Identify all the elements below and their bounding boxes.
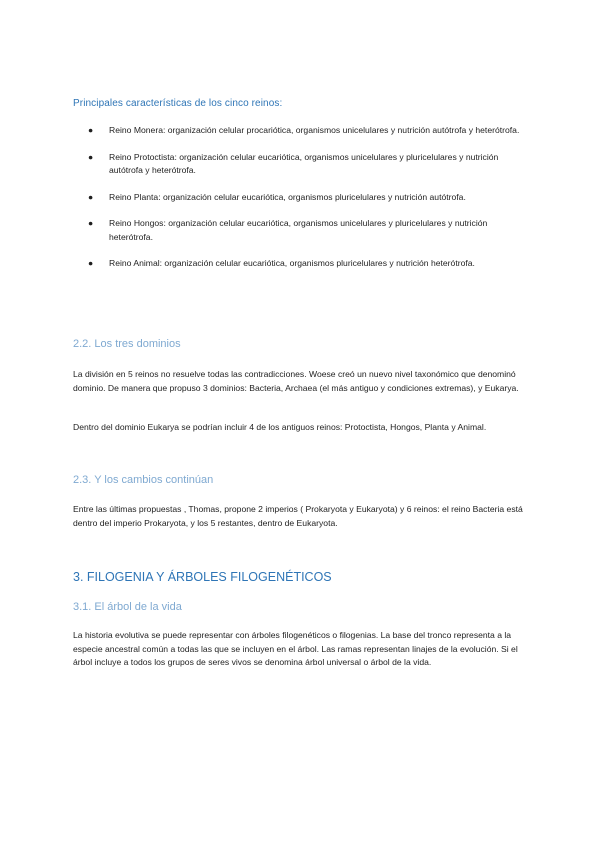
section-3-1-heading: 3.1. El árbol de la vida — [73, 601, 182, 613]
section-3-heading: 3. FILOGENIA Y ÁRBOLES FILOGENÉTICOS — [73, 570, 332, 584]
intro-heading: Principales características de los cinco reinos: — [73, 98, 283, 109]
list-item-animal — [73, 257, 533, 271]
kingdoms-list — [73, 124, 533, 284]
bullet-icon: ● — [88, 191, 94, 202]
bullet-icon: ● — [88, 125, 94, 135]
section-3-1-paragraph: La historia evolutiva se puede representar con árboles filogenéticos o filogenias. La base del tronco representa a la especie ancestral común a todas las que se incluyen en el árbol. Las ramas representan linajes de la evolución. Si el árbol incluye a todos los grupos de seres vivos se denomina árbol universal o árbol de la vida. — [73, 630, 518, 667]
bullet-icon: ● — [88, 218, 94, 228]
section-2-2-heading: 2.2. Los tres dominios — [73, 338, 181, 350]
list-item-text: Reino Monera: organización celular procariótica, organismos unicelulares y nutrición autótrofa y heterótrofa. — [109, 125, 520, 135]
list-item-text: Reino Animal: organización celular eucariótica, organismos pluricelulares y nutrición heterótrofa. — [109, 258, 475, 268]
section-2-3-heading: 2.3. Y los cambios continúan — [73, 474, 214, 486]
list-item-planta — [73, 191, 533, 205]
list-item-text: Reino Planta: organización celular eucariótica, organismos pluricelulares y nutrición autótrofa. — [109, 191, 466, 202]
section-2-2-paragraph-1: La división en 5 reinos no resuelve todas las contradicciones. Woese creó un nuevo nivel taxonómico que denominó dominio. De manera que propuso 3 dominios: Bacteria, Archaea (el más antiguo y condiciones extremas), y Eukarya. — [73, 369, 519, 393]
list-item-protoctista — [73, 151, 533, 178]
section-2-2-paragraph-2: Dentro del dominio Eukarya se podrían incluir 4 de los antiguos reinos: Protoctista, Hongos, Planta y Animal. — [73, 422, 487, 432]
bullet-icon: ● — [88, 258, 94, 268]
bullet-icon: ● — [88, 151, 94, 162]
list-item-monera — [73, 124, 533, 138]
list-item-text: Reino Protoctista: organización celular eucariótica, organismos unicelulares y pluricelulares y nutrición autótrofa y heterótrofa. — [109, 151, 499, 175]
section-2-3-paragraph: Entre las últimas propuestas , Thomas, propone 2 imperios ( Prokaryota y Eukaryota) y 6 reinos: el reino Bacteria está dentro del imperio Prokaryota, y los 5 restantes, dentro de Eukaryota. — [73, 504, 523, 528]
list-item-text: Reino Hongos: organización celular eucariótica, organismos unicelulares y pluricelulares y nutrición heterótrofa. — [109, 218, 488, 242]
list-item-hongos — [73, 217, 533, 244]
